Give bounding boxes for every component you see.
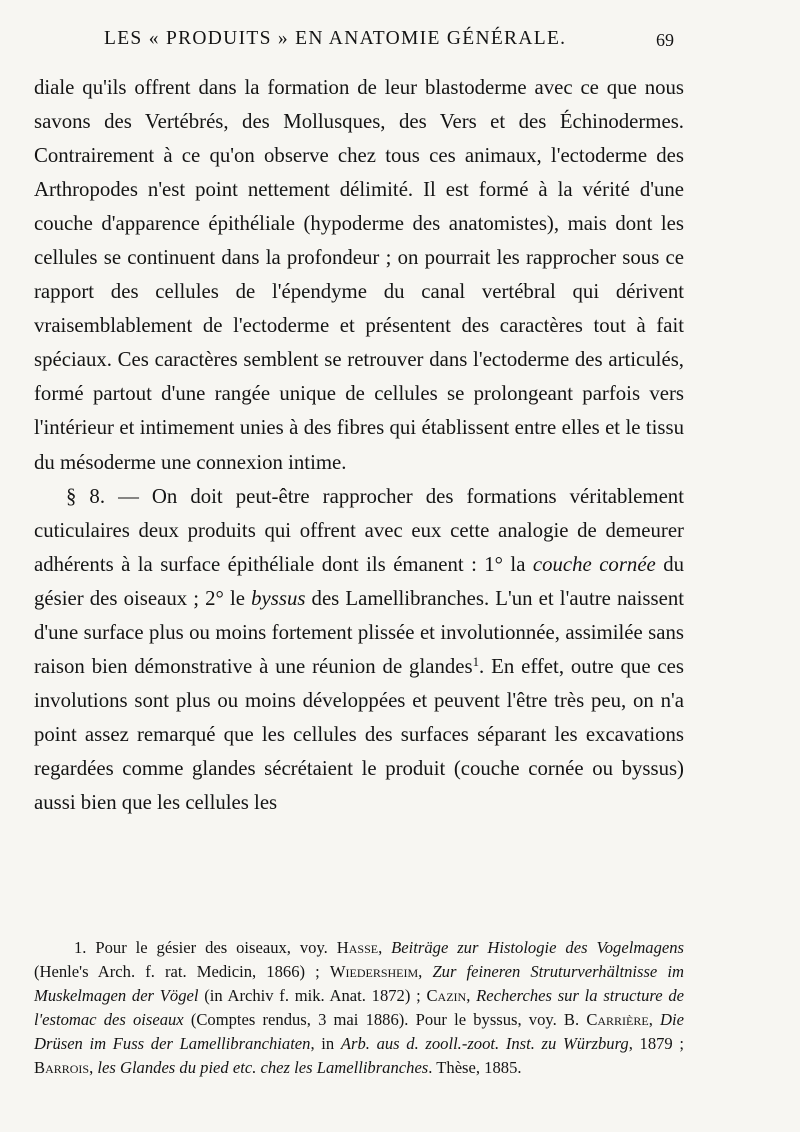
author-wiedersheim: Wiedersheim bbox=[329, 962, 419, 982]
author-cazin: Cazin bbox=[426, 986, 467, 1006]
footnote-text: , bbox=[378, 938, 392, 957]
work-title: les Glandes du pied etc. chez les Lamellibranches bbox=[97, 1058, 429, 1078]
paragraph-1: diale qu'ils offrent dans la formation de leur blastoderme avec ce que nous savons des Vertébrés, des Mollusques, des Vers et des Échinodermes. Contrairement à ce qu'on observe chez tous ces animaux, l'ectoderme des Arthropodes n'est point nettement délimité. Il est formé à la vérité d'une couche d'apparence épithéliale (hypoderme des anatomistes), mais dont les cellules se continuent dans la profondeur ; on pourrait les rapprocher sous ce rapport des cellules de l'épendyme du canal vertébral qui dérivent vraisemblablement de l'ectoderme et présentent des caractères tout à fait spéciaux. Ces caractères semblent se retrouver dans l'ectoderme des articulés, formé partout d'une rangée unique de cellules se prolongeant parfois vers l'intérieur et intimement unies à des fibres qui établissent entre elles et le tissu du mésoderme une connexion intime. bbox=[34, 76, 684, 474]
footnote-text: , bbox=[418, 962, 433, 982]
main-text bbox=[34, 71, 684, 820]
author-barrois: Barrois bbox=[34, 1058, 90, 1078]
running-head: LES « PRODUITS » EN ANATOMIE GÉNÉRALE. bbox=[104, 28, 567, 49]
term-byssus: byssus bbox=[251, 586, 306, 610]
work-title: Zur feineren Struturverhältnisse im Muskelmagen der Vögel bbox=[34, 962, 684, 1006]
page-header bbox=[0, 24, 800, 56]
footnote-text: (Henle's Arch. f. rat. Medicin, 1866) ; bbox=[34, 962, 330, 982]
footnote-number: 1. bbox=[74, 938, 87, 957]
footnote-text: , bbox=[466, 986, 477, 1006]
footnotes bbox=[34, 936, 684, 1081]
footnote-ref: 1 bbox=[472, 654, 480, 669]
author-carriere: Carrière bbox=[586, 1010, 649, 1030]
footnote-text: Pour le gésier des oiseaux, voy. bbox=[86, 938, 337, 957]
footnote-text: . Thèse, 1885. bbox=[428, 1058, 522, 1078]
footnote-text: , bbox=[648, 1010, 661, 1030]
footnote-text: , bbox=[89, 1058, 98, 1078]
paragraph-2 bbox=[34, 480, 684, 820]
footnote-text: (in Archiv f. mik. Anat. 1872) ; bbox=[198, 986, 427, 1006]
paragraph-2-text-b: du gésier des oiseaux ; 2° le bbox=[34, 552, 685, 610]
footnote-text: (Comptes rendus, 3 mai 1886). Pour le byssus, voy. B. bbox=[183, 1010, 587, 1030]
journal-title: Arb. aus d. zooll.-zoot. Inst. zu Würzburg bbox=[340, 1034, 629, 1054]
paragraph-2-text-c: des Lamellibranches. L'un et l'autre naissent d'une surface plus ou moins fortement plissée et involutionnée, assimilée sans raison bien démonstrative à une réunion de glandes bbox=[34, 586, 684, 678]
work-title: Recherches sur la structure de l'estomac des oiseaux bbox=[34, 986, 685, 1030]
author-hasse: Hasse bbox=[336, 938, 379, 957]
footnote-text: , 1879 ; bbox=[628, 1034, 684, 1054]
footnote-text: , in bbox=[310, 1034, 341, 1054]
term-couche-cornee: couche cornée bbox=[532, 552, 656, 576]
paragraph-2-text-d: . En effet, outre que ces involutions sont plus ou moins développées et peuvent l'être très peu, on n'a point assez remarqué que les cellules des surfaces séparant les excavations regardées comme glandes sécrétaient le produit (couche cornée ou byssus) aussi bien que les cellules les bbox=[34, 654, 684, 814]
page-number: 69 bbox=[656, 30, 674, 50]
work-title: Beiträge zur Histologie des Vogelmagens bbox=[391, 938, 685, 957]
footnote-1 bbox=[34, 936, 684, 1081]
paragraph-2-text-a: § 8. — On doit peut-être rapprocher des formations véritablement cuticulaires deux produits qui offrent avec eux cette analogie de demeurer adhérents à la surface épithéliale dont ils émanent : 1° la bbox=[34, 484, 684, 576]
work-title: Die Drüsen im Fuss der Lamellibranchiaten bbox=[34, 1010, 684, 1054]
